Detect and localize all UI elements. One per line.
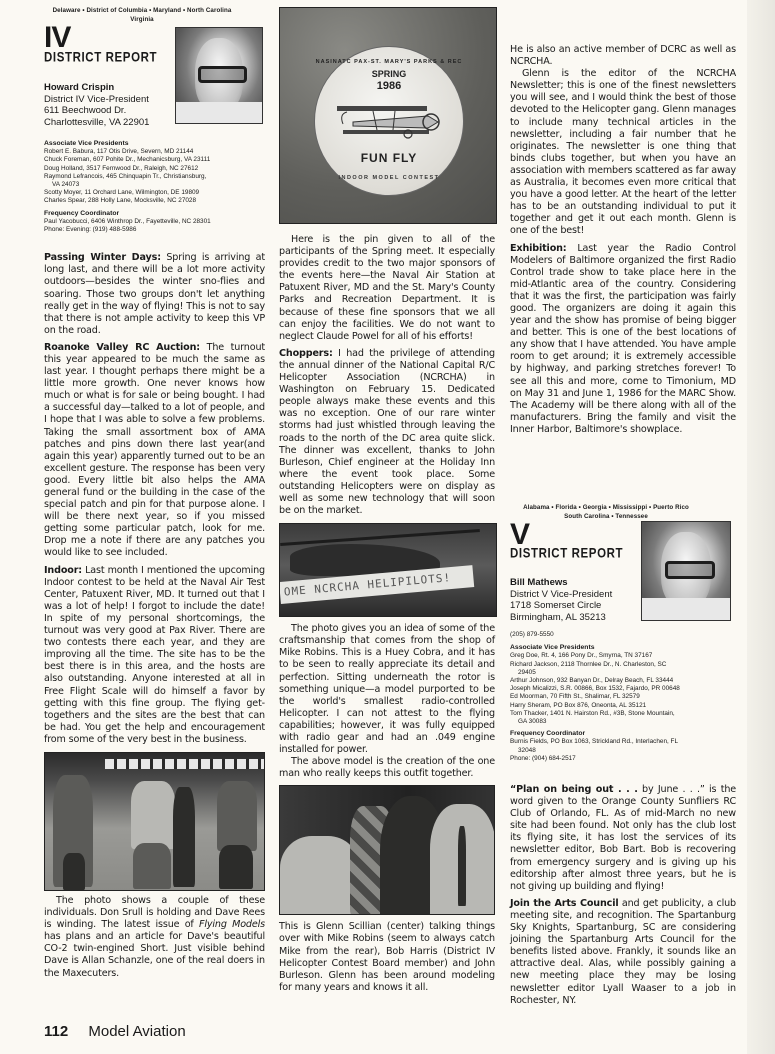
magazine-name: Model Aviation xyxy=(88,1023,186,1040)
heli-caption-block xyxy=(279,623,495,780)
paragraph-plan-on-being-out: “Plan on being out . . . by June . . .” is the word given to the Orange County Sunfliers RC Club of Orlando, FL. As of mid-March no new site had been found. Not only has the club lost its flying site, it has lost the services of its newsletter editor, Bob Bart. Bob is recovering from emergency surgery and is giving up his editorship after almost three years, but he is not giving up building and flying! xyxy=(510,784,737,892)
district-5-contacts: (205) 879-5550 Associate Vice Presidents Greg Doe, Rt. 4, 166 Pony Dr., Smyrna, TN 37167 Richard Jackson, 2118 Thornlee Dr., N. Charleston, SC 29405 Arthur Johnson, 932 Banyan Dr., Delray Beach, FL 33444 Joseph Micalizzi, S.R. 00866, Box 1532, Fajardo, PR 00648 Ed Moorman, 70 Fifth St., Shalimar, FL 32579 Harry Sheram, PO Box 876, Oneonta, AL 35121 Tom Thacker, 1401 N. Hairston Rd., #3B, Stone Mountain, GA 30083 Frequency Coordinator Burnis Fields, PO Box 1063, Strickland Rd., Interlachen, FL 32048 Phone: (904) 684-2517 xyxy=(510,631,680,762)
district-4-states: Delaware • District of Columbia • Maryland • North Carolina Virginia xyxy=(52,7,232,23)
article-col2 xyxy=(279,234,495,517)
paragraph-dcrc: He is also an active member of DCRC as well as NCRCHA. xyxy=(510,44,736,68)
page-footer xyxy=(44,1023,186,1040)
district-report-title: DISTRICT REPORT xyxy=(44,50,158,66)
page-number: 112 xyxy=(44,1023,69,1040)
district-4-header xyxy=(44,0,265,128)
article-col3-lower xyxy=(510,784,736,1012)
heli-caption-2: The above model is the creation of the one man who really keeps this outfit together. xyxy=(279,756,495,780)
vp-address-block: Howard Crispin District IV Vice-President 611 Beechwood Dr. Charlottesville, VA 22901 xyxy=(44,82,150,128)
photo-glenn-scillian xyxy=(279,785,495,915)
paragraph-exhibition: Exhibition: Last year the Radio Control Modelers of Baltimore organized the first Radio Control trade show to take place here in the mid-Atlantic area of the country. Considering that it was the first, the participation was fairly good. The organizers are doing it again this year and the show has promise of being bigger and better. This is one of the best locations of any show that I have attended. You have ample room to get around; it is extremely accessible by highway, and parking stretches forever! To see all this and more, come to Timonium, MD on May 31 and June 1, 1986 for the MARC Show. The Academy will be there along with all of the manufacturers. Bring the family and visit the Inner Harbor, Baltimore's showplace. xyxy=(510,242,736,435)
glenn-caption: This is Glenn Scillian (center) talking things over with Mike Robins (seem to always catch Mike from the rear), Bob Harris (District IV Helicopter Contest Board member) and John Burleson. Glenn has been around modeling for many years and knows it all. xyxy=(279,921,495,993)
vp-portrait-photo xyxy=(175,27,263,124)
photo-indoor-flyers xyxy=(44,752,265,891)
page-edge xyxy=(747,0,775,1054)
district-4-contacts: Associate Vice Presidents Robert E. Babura, 117 Otis Drive, Severn, MD 21144 Chuck Foreman, 607 Pohite Dr., Mechanicsburg, VA 23111 Doug Holland, 3517 Fernwood Dr., Raleigh, NC 27612 Raymond Lefrancois, 465 Chinquapin Tr., Christiansburg, VA 24073 Scotty Moyer, 11 Orchard Lane, Wilmington, DE 19809 Charles Spear, 288 Holly Lane, Mocksville, NC 27028 Frequency Coordinator Paul Yacobucci, 6406 Winthrop Dr., Fayetteville, NC 28301 Phone: Evening: (919) 488-5986 xyxy=(44,140,211,234)
district-5-header xyxy=(510,503,736,628)
paragraph-roanoke-auction: Roanoke Valley RC Auction: The turnout this year appeared to be much the same as last year. I thought perhaps there might be a little more growth. One never knows how much or what is for sale or being bought. I had a successful day—talked to a lot of people, and I hope that I was able to solve a few problems. Taking the small assortment box of AMA patches and pins down there last year(and again this year) apparently turned out to be an excellent gesture. The response has been very good. Every little bit also helps the AMA general fund or the building in the case of the special patch and pin for that purpose alone. I will be there next year, so if you missed getting some particular patch, look for me. Drop me a note if there are any patches you would like to see included. xyxy=(44,341,265,559)
vp-name: Bill Mathews xyxy=(510,577,568,588)
glenn-caption-block xyxy=(279,921,495,994)
vp-address-block: Bill Mathews District V Vice-President 1718 Somerset Circle Birmingham, AL 35213 xyxy=(510,577,613,623)
ncrcha-banner: OME NCRCHA HELIPILOTS! xyxy=(279,565,474,604)
pin-badge: NASINATC PAX-ST. MARY'S PARKS & REC SPRING 1986 FUN FLY INDOOR MODEL CONTEST xyxy=(314,46,464,196)
photo-fun-fly-pin xyxy=(279,7,497,224)
article-col1 xyxy=(44,252,265,746)
biplane-icon xyxy=(333,102,445,142)
vp-portrait-photo xyxy=(641,521,731,621)
paragraph-glenn-editor: Glenn is the editor of the NCRCHA Newsletter; this is one of the finest newsletters you will see, and I would think the best of those devoted to the Helicopter gang. Glenn manages to include many technical articles in the newsletter, including a fair number that he originates. The newsletter is one thing that binds clubs together, but when you have an association with members scattered as far away as Australia, it becomes even more critical that you have a good letter. At the heart of the letter has to be an outstanding individual to put it together and get it out each month. Glenn is one of the best! xyxy=(510,68,736,237)
heli-caption: The photo gives you an idea of some of the craftsmanship that comes from the shop of Mike Robins. This is a Huey Cobra, and it has to be seen to really appreciate its detail and perfection. Sitting underneath the rotor is something unique—a model purported to be the world's smallest radio-controlled Helicopter. I can not attest to the flying capabilities; however, it was fully equipped with radio gear and had an .049 engine installed for power. xyxy=(279,623,495,756)
photo-huey-cobra xyxy=(279,523,497,617)
district-number: V xyxy=(510,518,530,551)
column-middle xyxy=(279,0,495,999)
paragraph-choppers: Choppers: I had the privilege of attending the annual dinner of the National Capital R/C Helicopter Association (NCRCHA) in Washington on February 15. Dedicated people always make these events and this was no exception. One of our rare winter storms had just whistled through leaving the roads to the north of the DC area quite slick. The dinner was excellent, thanks to John Burleson, Chief engineer at the Holiday Inn where the event took place. Some outstanding Helicopters were on display as well as some new technology that will soon be on the market. xyxy=(279,347,495,517)
district-report-title: DISTRICT REPORT xyxy=(510,546,624,562)
paragraph-indoor: Indoor: Last month I mentioned the upcoming Indoor contest to be held at the Naval Air Test Center, Patuxent River, MD. It turned out that I was a lot of help! I forgot to include the date! In spite of my personal shortcomings, the turnout was very good at Pax River. There are two contests there each year, and they are improving all the time. The site has to be the best there is in this area, and the hosts are also outstanding. Anyone interested at all in Free Flight Scale will do himself a favor by getting with this fine group. The flying get-togethers and the sites are the best that can be had. You get the help and encouragement from some of the very best in the business. xyxy=(44,564,265,745)
photo-caption-indoor: The photo shows a couple of these individuals. Don Srull is holding and Dave Rees is winding. The latest issue of Flying Models has plans and an article for Dave's beautiful CO-2 twin-engined Short. Just visible behind Dave is Allan Schanzle, one of the real doers in the Maxecuters. xyxy=(44,894,265,979)
vp-name: Howard Crispin xyxy=(44,82,115,93)
pin-caption: Here is the pin given to all of the participants of the Spring meet. It especially provides credit to the two major sponsors of the events here—the Naval Air Station at Patuxent River, MD and the St. Mary's County Parks and Recreation Department. It is because of these fine sponsors that we all can enjoy the facilities. We do not want to neglect Claude Powel for all of his efforts! xyxy=(279,234,495,342)
district-5-states: Alabama • Florida • Georgia • Mississippi • Puerto Rico South Carolina • Tennessee xyxy=(523,504,689,520)
paragraph-passing-winter: Passing Winter Days: Spring is arriving at long last, and there will be a lot more activity outdoors—besides the winter sno-flies and soaring. Those two groups don't let anything really get in the way of flying! This is not to say that there is not ample activity to keep this VP on the road. xyxy=(44,252,265,336)
district-number: IV xyxy=(44,21,71,54)
article-col3 xyxy=(510,44,736,436)
paragraph-arts-council: Join the Arts Council and get publicity, a club meeting site, and recognition. The Spartanburg Sky Knights, Spartanburg, SC are considering joining the Spartanburg Arts Council for the benefits listed above. Frankly, it sounds like an attractive deal. Alas, while possibly gaining a new meeting place they may be losing newsletter editor Lyall Waaser to a job in Rochester, NY. xyxy=(510,897,736,1006)
column-right xyxy=(510,0,737,1006)
column-left xyxy=(44,0,265,985)
